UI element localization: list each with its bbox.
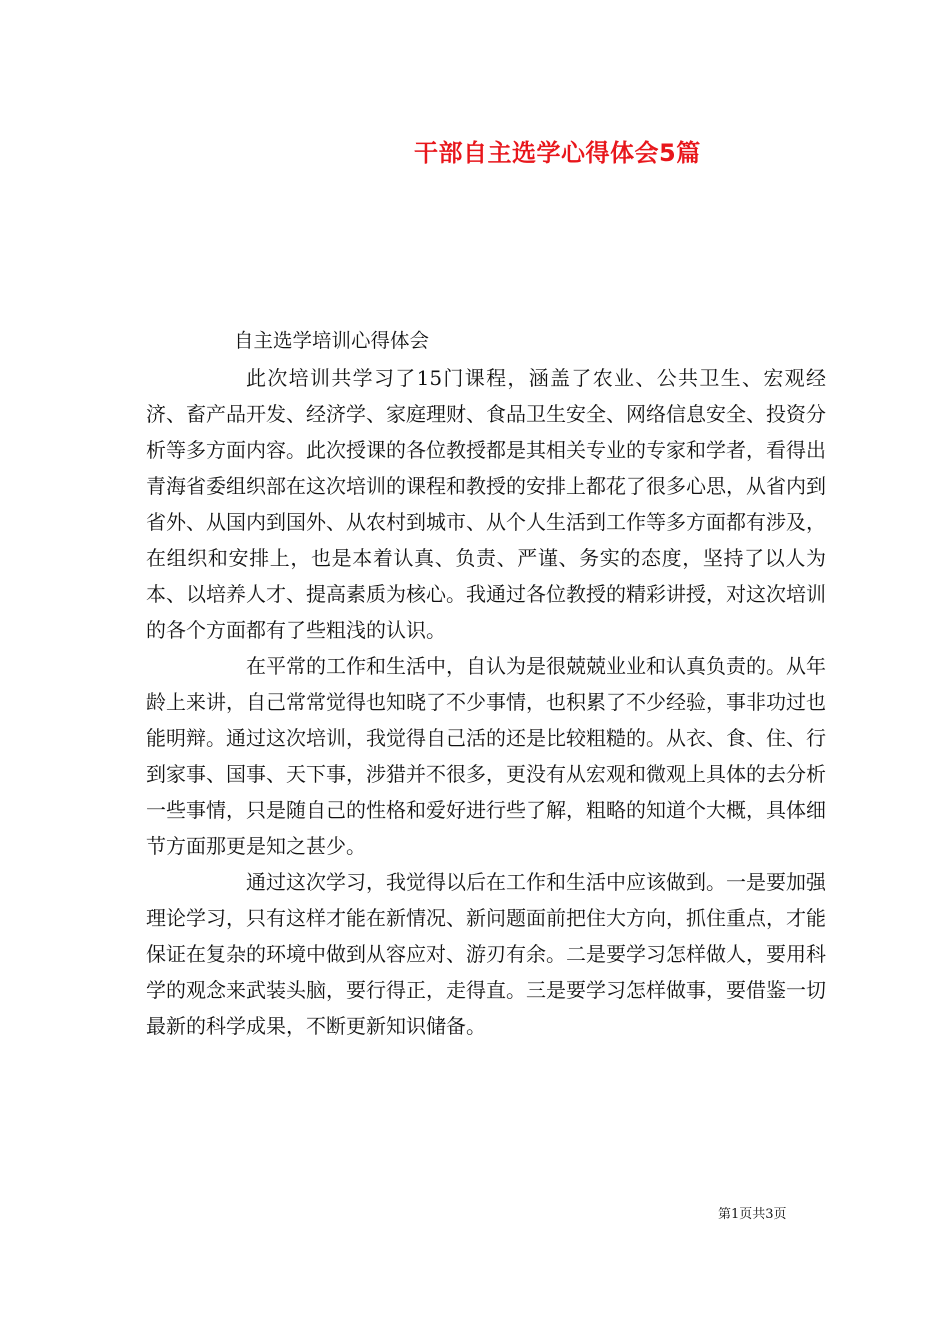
document-title: 干部自主选学心得体会5篇 (414, 139, 701, 167)
paragraph-3: 通过这次学习，我觉得以后在工作和生活中应该做到。一是要加强理论学习，只有这样才能在新情况、新问题面前把住大方向，抓住重点，才能保证在复杂的环境中做到从容应对、游刃有余。二是要学习怎样做人，要用科学的观念来武装头脑，要行得正，走得直。三是要学习怎样做事，要借鉴一切最新的科学成果，不断更新知识储备。 (146, 870, 826, 1038)
paragraph-2: 在平常的工作和生活中，自认为是很兢兢业业和认真负责的。从年龄上来讲，自己常常觉得也知晓了不少事情，也积累了不少经验，事非功过也能明辩。通过这次培训，我觉得自己活的还是比较粗糙的。从衣、食、住、行到家事、国事、天下事，涉猎并不很多，更没有从宏观和微观上具体的去分析一些事情，只是随自己的性格和爱好进行些了解，粗略的知道个大概，具体细节方面那更是知之甚少。 (146, 654, 826, 858)
page-number-footer: 第1页共3页 (718, 1207, 787, 1222)
paragraph-1: 此次培训共学习了15门课程，涵盖了农业、公共卫生、宏观经济、畜产品开发、经济学、家庭理财、食品卫生安全、网络信息安全、投资分析等多方面内容。此次授课的各位教授都是其相关专业的专家和学者，看得出青海省委组织部在这次培训的课程和教授的安排上都花了很多心思，从省内到省外、从国内到国外、从农村到城市、从个人生活到工作等多方面都有涉及，在组织和安排上，也是本着认真、负责、严谨、务实的态度，坚持了以人为本、以培养人才、提高素质为核心。我通过各位教授的精彩讲授，对这次培训的各个方面都有了些粗浅的认识。 (146, 366, 826, 642)
document-subtitle: 自主选学培训心得体会 (234, 329, 430, 352)
document-body (146, 360, 826, 1044)
